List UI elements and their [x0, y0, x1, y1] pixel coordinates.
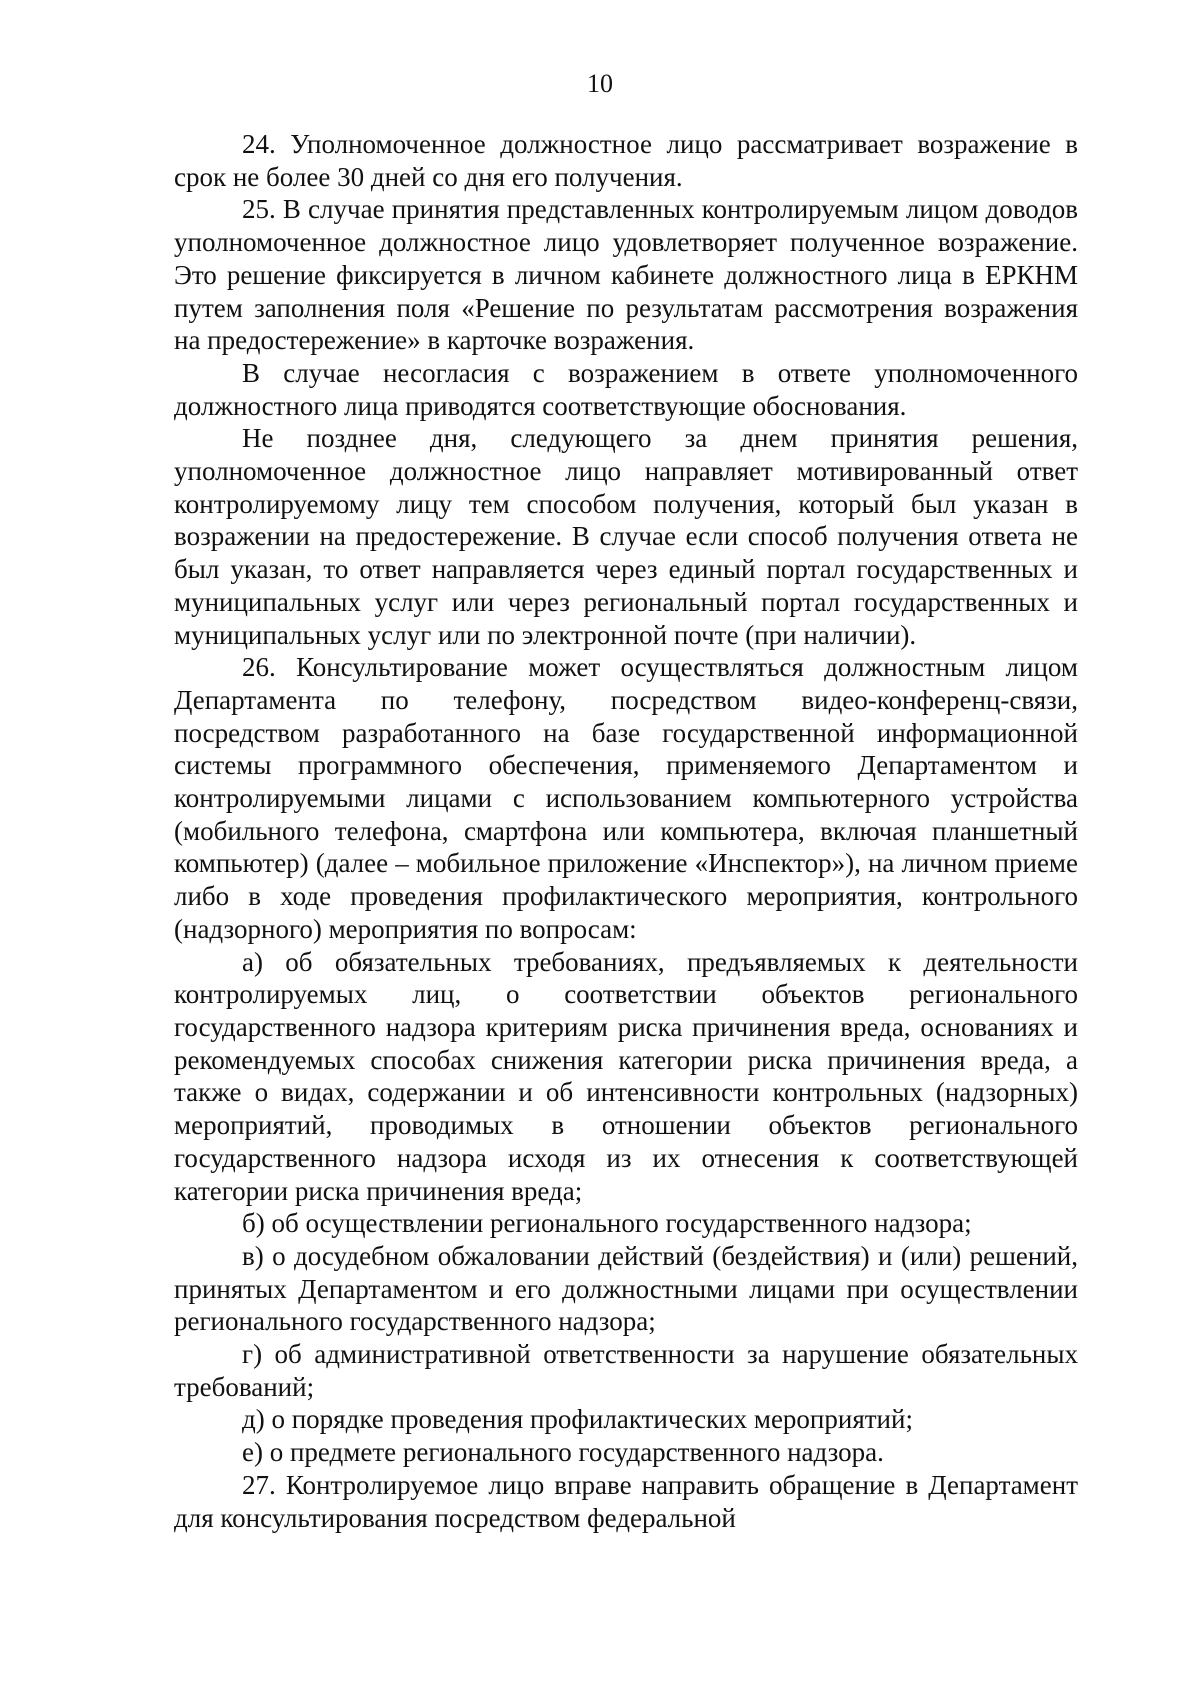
paragraph-25-response: Не позднее дня, следующего за днем принятия решения, уполномоченное должностное лицо направляет мотивированный ответ контролируемому лицу тем способом получения, который был указан в возражении на предостережение. В случае если способ получения ответа не был указан, то ответ направляется через единый портал государственных и муниципальных услуг или через региональный портал государственных и муниципальных услуг или по электронной почте (при наличии). [174, 423, 1078, 650]
list-item-e: е) о предмете регионального государственного надзора. [242, 1437, 884, 1468]
list-item-a: а) об обязательных требованиях, предъявляемых к деятельности контролируемых лиц, о соответствии объектов регионального государственного надзора критериям риска причинения вреда, основаниях и рекомендуемых способах снижения категории риска причинения вреда, а также о видах, содержании и об интенсивности контрольных (надзорных) мероприятий, проводимых в отношении объектов регионального государственного надзора исходя из их отнесения к соответствующей категории риска причинения вреда; [174, 946, 1078, 1206]
list-item-d: д) о порядке проведения профилактических мероприятий; [242, 1404, 913, 1435]
list-item-g: г) об административной ответственности за нарушение обязательных требований; [174, 1339, 1078, 1402]
page-number: 10 [587, 69, 613, 98]
list-item-v: в) о досудебном обжаловании действий (бездействия) и (или) решений, принятых Департаментом и его должностными лицами при осуществлении регионального государственного надзора; [174, 1240, 1078, 1337]
paragraph-27: 27. Контролируемое лицо вправе направить обращение в Департамент для консультирования посредством федеральной [174, 1469, 1078, 1533]
list-item-b: б) об осуществлении регионального государственного надзора; [242, 1208, 972, 1239]
document-body [174, 128, 1078, 1534]
paragraph-24: 24. Уполномоченное должностное лицо рассматривает возражение в срок не более 30 дней со дня его получения. [174, 129, 1078, 192]
paragraph-25-disagreement: В случае несогласия с возражением в ответе уполномоченного должностного лица приводятся соответствующие обоснования. [174, 357, 1078, 421]
paragraph-25: 25. В случае принятия представленных контролируемым лицом доводов уполномоченное должностное лицо удовлетворяет полученное возражение. Это решение фиксируется в личном кабинете должностного лица в ЕРКНМ путем заполнения поля «Решение по результатам рассмотрения возражения на предостережение» в карточке возражения. [174, 194, 1078, 356]
paragraph-26: 26. Консультирование может осуществляться должностным лицом Департамента по телефону, посредством видео-конференц-связи, посредством разработанного на базе государственной информационной системы программного обеспечения, применяемого Департаментом и контролируемыми лицами с использованием компьютерного устройства (мобильного телефона, смартфона или компьютера, включая планшетный компьютер) (далее – мобильное приложение «Инспектор»), на личном приеме либо в ходе проведения профилактического мероприятия, контрольного (надзорного) мероприятия по вопросам: [174, 652, 1078, 944]
